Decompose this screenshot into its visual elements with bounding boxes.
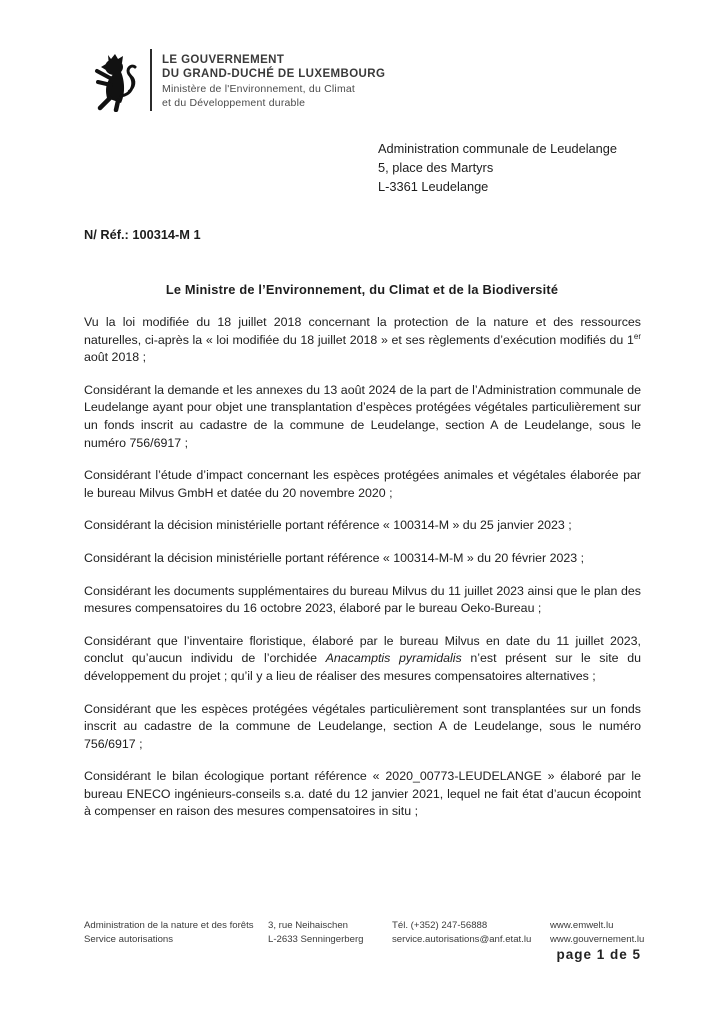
recipient-name: Administration communale de Leudelange	[378, 141, 618, 156]
recipient-city: L-3361 Leudelange	[378, 179, 489, 194]
page-number: page 1 de 5	[556, 947, 641, 962]
luxembourg-lion-icon	[88, 48, 144, 112]
recipient-address	[378, 139, 617, 196]
logo-divider	[150, 49, 152, 111]
paragraph: Considérant la décision ministérielle portant référence « 100314-M » du 25 janvier 2023 ;	[84, 518, 572, 533]
body-paragraphs	[84, 314, 641, 836]
logo-line-ministry2: et du Développement durable	[162, 96, 306, 109]
paragraph: Considérant que l’inventaire floristique, élaboré par le bureau Milvus en date du 11 juillet 2023, conclut qu’aucun individu de l’orchidée Anacamptis pyramidalis n’est présent sur le site du développement du projet ; qu’il y a lieu de réaliser des mesures compensatoires alternatives ;	[84, 633, 641, 683]
document-title: Le Ministre de l’Environnement, du Climat et de la Biodiversité	[165, 282, 559, 297]
logo-text	[162, 51, 385, 110]
footer-admin-line2: Service autorisations	[84, 933, 174, 945]
reference-number: N/ Réf.: 100314-M 1	[84, 227, 201, 242]
footer-address-line1: 3, rue Neihaischen	[268, 920, 348, 931]
footer-address	[268, 919, 392, 946]
logo-line-ministry: Ministère de l'Environnement, du Climat	[162, 82, 356, 95]
footer-contact	[392, 919, 550, 946]
logo-line-government: LE GOUVERNEMENT	[162, 53, 285, 66]
footer-websites	[550, 919, 645, 946]
government-logo	[88, 48, 385, 112]
footer-address-line2: L-2633 Senningerberg	[268, 933, 364, 945]
footer-admin-line1: Administration de la nature et des forêts	[84, 920, 254, 931]
footer-website-emwelt: www.emwelt.lu	[550, 920, 614, 931]
logo-line-grand-duchy: DU GRAND-DUCHÉ DE LUXEMBOURG	[162, 68, 386, 80]
footer-email: service.autorisations@anf.etat.lu	[392, 933, 532, 945]
paragraph: Considérant l’étude d’impact concernant les espèces protégées animales et végétales élaborée par le bureau Milvus GmbH et datée du 20 novembre 2020 ;	[84, 468, 641, 500]
recipient-street: 5, place des Martyrs	[378, 160, 494, 175]
paragraph: Considérant les documents supplémentaires du bureau Milvus du 11 juillet 2023 ainsi que le plan des mesures compensatoires du 16 octobre 2023, élaboré par le bureau Oeko-Bureau ;	[84, 583, 641, 616]
footer	[84, 919, 645, 946]
paragraph: Considérant la demande et les annexes du 13 août 2024 de la part de l’Administration communale de Leudelange ayant pour objet une transplantation d’espèces protégées végétales particulièrement sur un fonds inscrit au cadastre de la commune de Leudelange, section A de Leudelange, sous le numéro 756/6917 ;	[84, 382, 641, 450]
paragraph: Considérant la décision ministérielle portant référence « 100314-M-M » du 20 février 2023 ;	[84, 550, 585, 565]
paragraph: Vu la loi modifiée du 18 juillet 2018 concernant la protection de la nature et des ressources naturelles, ci-après la « loi modifiée du 18 juillet 2018 » et ses règlements d’exécution modifiés du 1er août 2018 ;	[84, 315, 641, 365]
footer-website-gouvernement: www.gouvernement.lu	[550, 933, 645, 945]
paragraph: Considérant le bilan écologique portant référence « 2020_00773-LEUDELANGE » élaboré par le bureau ENECO ingénieurs-conseils s.a. daté du 12 janvier 2021, lequel ne fait état d’aucun écopoint à compenser en raison des mesures compensatoires in situ ;	[84, 769, 641, 819]
paragraph: Considérant que les espèces protégées végétales particulièrement sont transplantées sur un fonds inscrit au cadastre de la commune de Leudelange, section A de Leudelange, sous le numéro 756/6917 ;	[84, 701, 641, 751]
footer-administration	[84, 919, 268, 946]
footer-phone: Tél. (+352) 247-56888	[392, 920, 488, 931]
